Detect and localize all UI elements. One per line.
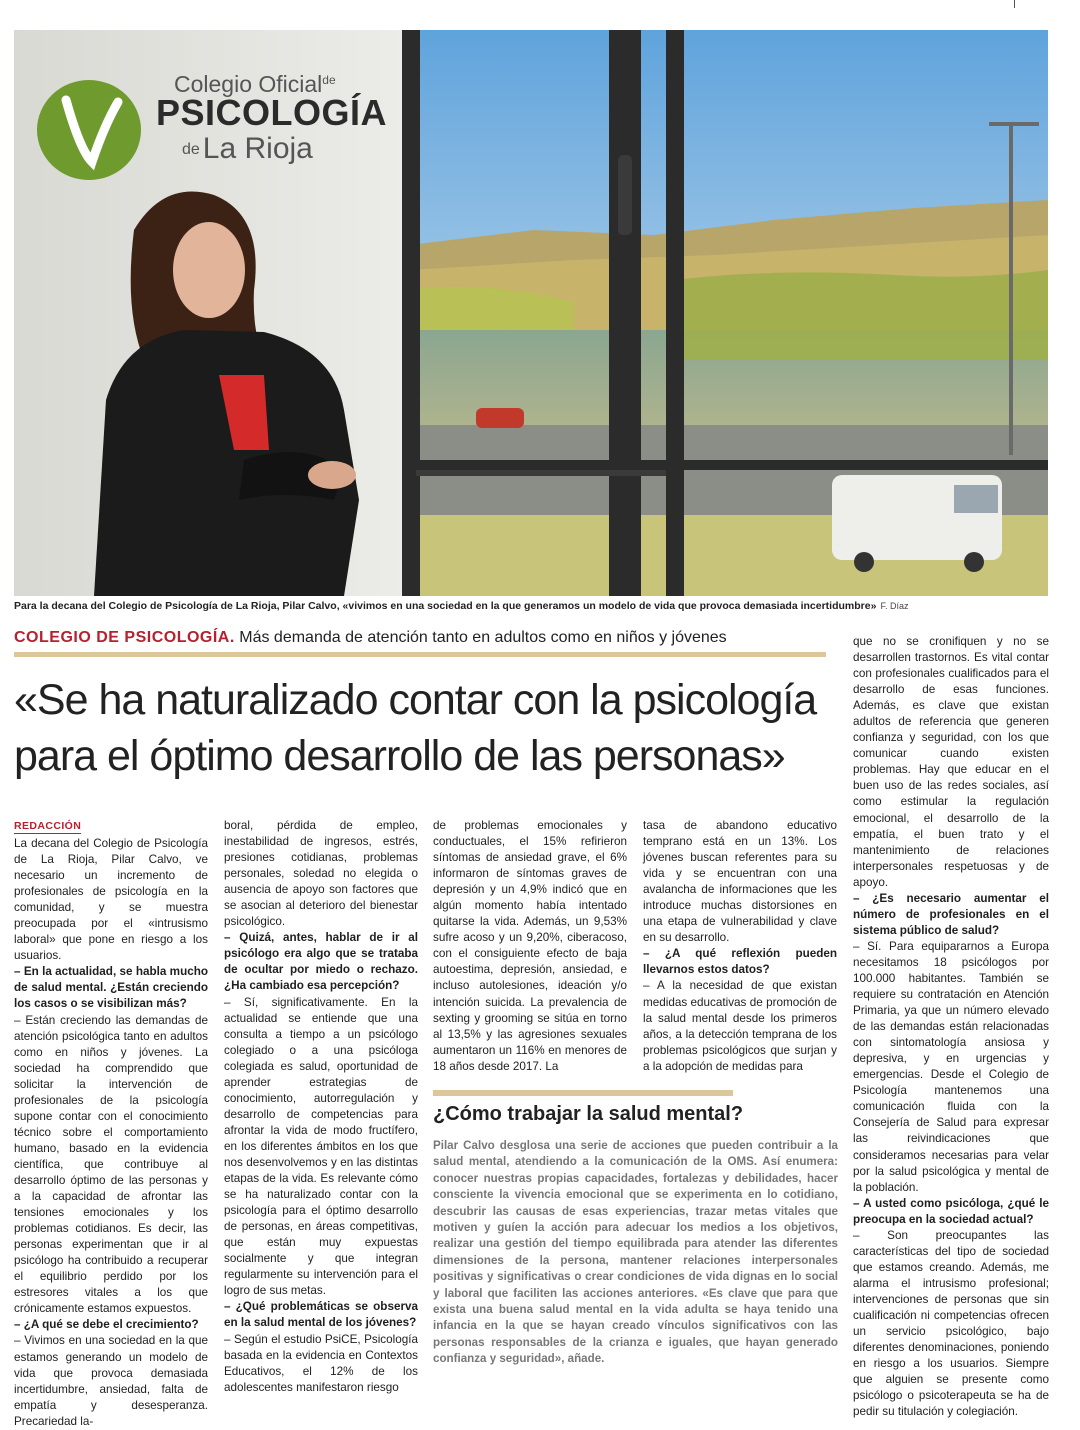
column-3 bbox=[433, 818, 627, 1075]
svg-text:PSICOLOGÍA: PSICOLOGÍA bbox=[156, 92, 388, 133]
photo-credit: F. Díaz bbox=[880, 601, 909, 611]
paragraph: – Sí, significativamente. En la actualidad se entiende que una consulta a tiempo a un psicólogo colegiado o a una psicóloga colegiada es salud, oportunidad de aprender estrategias de conocimiento, autorregulación y desarrollo de competencias para afrontar la vida de modo fructífero, en los diferentes ámbitos en los que nos desenvolvemos y en las distintas etapas de la vida. Es relevante cómo se ha naturalizado contar con la psicología para el óptimo desarrollo de personas, en áreas competitivas, que están muy expuestas socialmente y que integran regularmente su intervención para el logro de sus metas. bbox=[224, 995, 418, 1298]
column-2-body bbox=[224, 818, 418, 1396]
column-1-body bbox=[14, 836, 208, 1430]
column-3-body bbox=[433, 818, 627, 1075]
svg-text:deLa Rioja: de La Rioja bbox=[182, 132, 313, 165]
paragraph: – Vivimos en una sociedad en la que estamos generando un modelo de vida que provoca demasiada incertidumbre, ansiedad, falta de empatía y desesperanza. Precariedad la- bbox=[14, 1334, 208, 1428]
interview-question: – A usted como psicóloga, ¿qué le preocupa en la sociedad actual? bbox=[853, 1196, 1049, 1226]
paragraph: – A la necesidad de que existan medidas educativas de promoción de la salud mental desde los primeros años, a la detección temprana de los problemas psicológicos que surjan y a la adopción de medidas para bbox=[643, 979, 837, 1073]
column-4-body bbox=[643, 818, 837, 1075]
column-5-body bbox=[853, 634, 1049, 1420]
kicker-rule bbox=[14, 652, 826, 657]
column-4 bbox=[643, 818, 837, 1075]
paragraph: – Según el estudio PsiCE, Psicología basada en la evidencia en Contextos Educativos, el 12% de los adolescentes manifestaron riesgo bbox=[224, 1332, 418, 1394]
paragraph: tasa de abandono educativo temprano está en un 13%. Los jóvenes buscan referentes para su vida y se encuentran con una avalancha de informaciones que les introduce muchas distorsiones en una etapa de vulnerabilidad y clave en su desarrollo. bbox=[643, 819, 837, 945]
section-label: COLEGIO DE PSICOLOGÍA. bbox=[14, 629, 235, 646]
paragraph: La decana del Colegio de Psicología de La Rioja, Pilar Calvo, ve necesario un incremento de profesionales de psicología en la comunidad, y se muestra preocupada por el «intrusismo laboral» que pone en riesgo a los usuarios. bbox=[14, 837, 208, 963]
paragraph: – Sí. Para equipararnos a Europa necesitamos 18 psicólogos por 100.000 habitantes. También se requiere su contratación en Atención Primaria, ya que un número elevado de las demandas están relacionadas con sintomatología ansiosa y depresiva, y en urgencias y emergencias. Desde el Colegio de Psicología mantenemos una comunicación fluida con la Consejería de Salud para expresar las reivindicaciones que consideramos necesarias para velar por la salud psicológica y mental de la población. bbox=[853, 939, 1049, 1194]
article-headline: «Se ha naturalizado contar con la psicología para el óptimo desarrollo de las personas» bbox=[14, 676, 817, 780]
box-title: ¿Cómo trabajar la salud mental? bbox=[433, 1103, 744, 1125]
interview-question: – En la actualidad, se habla mucho de salud mental. ¿Están creciendo los casos o se visibilizan más? bbox=[14, 965, 208, 1011]
column-5 bbox=[853, 634, 1049, 1420]
box-rule bbox=[433, 1090, 733, 1096]
column-1 bbox=[14, 818, 208, 1430]
paragraph: – Están creciendo las demandas de atención psicológica tanto en adultos como en niños y jóvenes. La sociedad ha comprendido que solicitar la intervención de profesionales de la psicología supone contar con el conocimiento técnico sobre el comportamiento humano, basado en la evidencia científica, que contribuye al desarrollo óptimo de las personas y a la capacidad de afrontar las tensiones emocionales y los problemas cotidianos. Es decir, las personas experimentan que ir al psicólogo ha contribuido a recuperar el equilibrio perdido por los estresores vitales a los que crónicamente estamos expuestos. bbox=[14, 1013, 208, 1316]
page-corner-mark bbox=[1014, 0, 1015, 8]
paragraph: – Son preocupantes las características del tipo de sociedad que estamos creando. Además, me alarma el intrusismo profesional; intervenciones de personas que sin cualificación ni competencias ofrecen un servicio psicológico, bajo diferentes denominaciones, poniendo en riesgo a los usuarios. Siempre que alguien se presente como psicólogo o psicoterapeuta se ha de pedir su titulación y colegiación. bbox=[853, 1228, 1049, 1419]
interview-question: – ¿Es necesario aumentar el número de profesionales en el sistema público de salud? bbox=[853, 891, 1049, 937]
paragraph: de problemas emocionales y conductuales, el 15% refirieron síntomas de ansiedad grave, el 6% informaron de síntomas graves de depresión y un 4,9% indicó que en algún momento había intentado quitarse la vida. Además, un 9,53% sufre acoso y un 9,20%, ciberacoso, con el consiguiente efecto de baja autoestima, depresión, ansiedad, e incluso autolesiones, ideación y/o intención suicida. La prevalencia de sexting y grooming se sitúa en torno al 13,5% y las agresiones sexuales aumentaron un 116% en menores de 18 años desde 2017. La bbox=[433, 819, 627, 1073]
interview-question: – ¿A qué se debe el crecimiento? bbox=[14, 1318, 199, 1332]
paragraph: que no se cronifiquen y no se desarrollen trastornos. Es vital contar con profesionales cualificados para el desarrollo de esas funciones. Además, es clave que existan adultos de referencia que generen confianza y seguridad, con los que comunicar cuando existen problemas. Hay que educar en el buen uso de las redes sociales, así como estimular la regulación emocional, el desarrollo de la empatía, el buen trato y el mantenimiento de relaciones interpersonales respetuosas y de apoyo. bbox=[853, 635, 1049, 889]
paragraph: boral, pérdida de empleo, inestabilidad de ingresos, estrés, presiones cotidianas, problemas personales, soledad no elegida o ausencia de apoyo son factores que se asocian al deterioro del bienestar psicológico. bbox=[224, 819, 418, 929]
column-2 bbox=[224, 818, 418, 1396]
article-subhead: Más demanda de atención tanto en adultos como en niños y jóvenes bbox=[239, 629, 727, 646]
byline: REDACCIÓN bbox=[14, 820, 82, 832]
photo-illustration bbox=[14, 30, 1048, 596]
interview-question: – ¿Qué problemáticas se observa en la salud mental de los jóvenes? bbox=[224, 1300, 418, 1330]
svg-text:Colegio Oficialde: Colegio Oficial$^{de}$ bbox=[174, 71, 336, 97]
interview-question: – ¿A qué reflexión pueden llevarnos estos datos? bbox=[643, 947, 837, 977]
interview-question: – Quizá, antes, hablar de ir al psicólogo era algo que se trataba de ocultar por miedo o rechazo. ¿Ha cambiado esa percepción? bbox=[224, 931, 418, 993]
section-kicker bbox=[14, 626, 826, 650]
caption-text: Para la decana del Colegio de Psicología de La Rioja, Pilar Calvo, «vivimos en una sociedad en la que generamos un modelo de vida que provoca demasiada incertidumbre» bbox=[14, 600, 877, 612]
box-text: Pilar Calvo desglosa una serie de acciones que pueden contribuir a la salud mental, atendiendo a la comunicación de la OMS. Así enumera: conocer nuestras propias capacidades, fortalezas y debilidades, hacer consciente la vivencia emocional que se experimenta en lo cotidiano, descubrir las causas de esas experiencias, trazar metas vitales que motiven y guíen la acción para adecuar los medios a los objetivos, realizar una gestión del tiempo equilibrada para atender las diferentes dimensiones de la persona, mantener relaciones interpersonales positivas y significativas o crear condiciones de vida dignas en lo social y laboral que faciliten las acciones anteriores. «Es clave que para que exista una buena salud mental en la vida adulta se haya tenido una infancia en la que se hayan creado vínculos significativos con las personas responsables de la crianza e iguales, que hayan generado confianza y seguridad», añade. bbox=[433, 1139, 838, 1366]
article-photo bbox=[14, 30, 1048, 596]
photo-caption bbox=[14, 598, 1048, 614]
